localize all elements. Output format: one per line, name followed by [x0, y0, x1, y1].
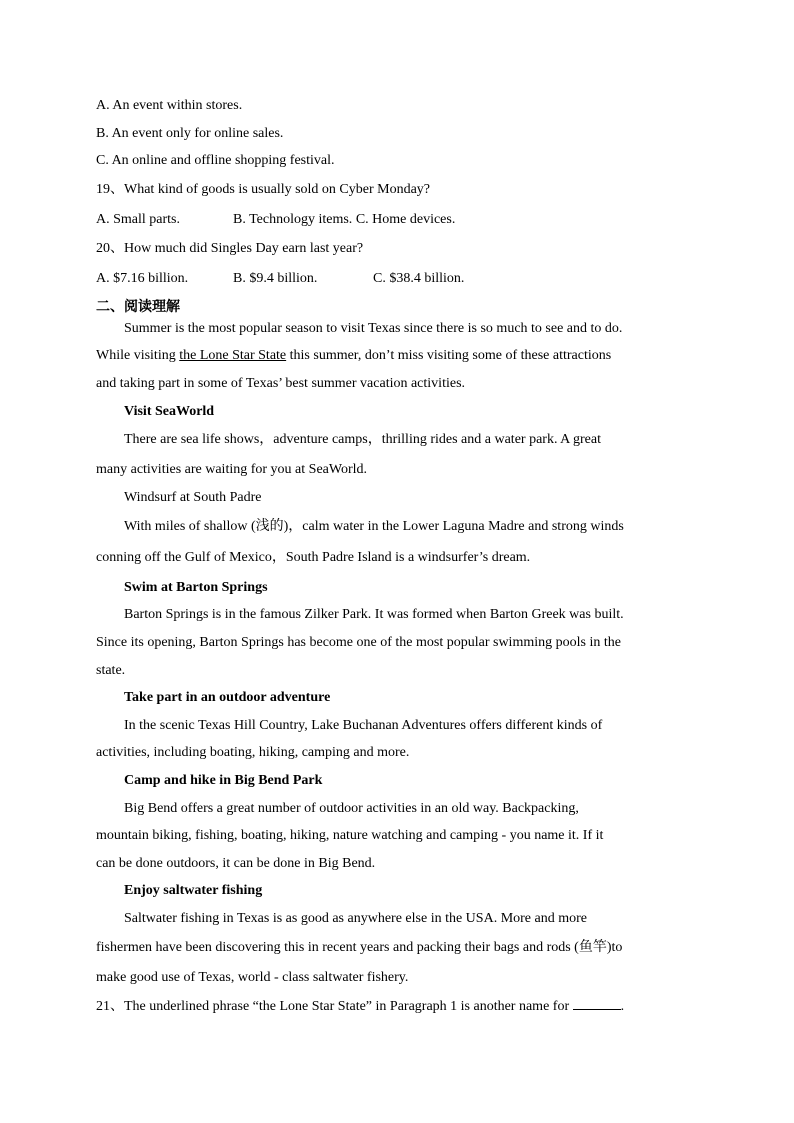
- q20-options: [96, 270, 464, 288]
- seaworld-line-2: many activities are waiting for you at SeaWorld.: [96, 462, 368, 477]
- underlined-phrase: the Lone Star State: [179, 348, 287, 363]
- intro-line-3: and taking part in some of Texas’ best summer vacation activities.: [96, 376, 466, 391]
- q19-option-c: C. Home devices.: [355, 212, 456, 227]
- fishing-line-1: Saltwater fishing in Texas is as good as anywhere else in the USA. More and more: [124, 911, 587, 926]
- barton-line-3: state.: [96, 663, 126, 678]
- section-title-big-bend: Camp and hike in Big Bend Park: [124, 773, 323, 788]
- big-bend-line-1: Big Bend offers a great number of outdoor activities in an old way. Backpacking,: [124, 801, 579, 816]
- seaworld-line-1: There are sea life shows，adventure camps，thrilling rides and a water park. A great: [124, 432, 601, 447]
- q18-option-a: A. An event within stores.: [96, 98, 243, 113]
- section-title-windsurf: Windsurf at South Padre: [124, 490, 262, 505]
- windsurf-line-1: With miles of shallow (浅的)，calm water in the Lower Laguna Madre and strong winds: [124, 519, 624, 534]
- barton-line-1: Barton Springs is in the famous Zilker Park. It was formed when Barton Greek was built.: [124, 607, 624, 622]
- q21-stem: 21、The underlined phrase “the Lone Star State” in Paragraph 1 is another name for .: [96, 999, 625, 1014]
- section-heading-reading: 二、阅读理解: [96, 299, 180, 315]
- intro-line-2: [96, 347, 611, 365]
- q21-stem-text: 21、The underlined phrase “the Lone Star State” in Paragraph 1 is another name for: [96, 999, 570, 1014]
- fishing-line-3: make good use of Texas, world - class saltwater fishery.: [96, 970, 409, 985]
- q18-option-c: C. An online and offline shopping festival.: [96, 153, 335, 168]
- fishing-line-2: fishermen have been discovering this in recent years and packing their bags and rods (鱼竿)to: [96, 940, 623, 955]
- q18-option-b: B. An event only for online sales.: [96, 126, 284, 141]
- section-title-barton: Swim at Barton Springs: [124, 580, 268, 595]
- intro-text: While visiting: [96, 348, 180, 363]
- answer-blank[interactable]: [573, 997, 621, 1010]
- intro-line-1: Summer is the most popular season to visit Texas since there is so much to see and to do.: [124, 321, 623, 336]
- adventure-line-1: In the scenic Texas Hill Country, Lake Buchanan Adventures offers different kinds of: [124, 718, 603, 733]
- q19-stem: 19、What kind of goods is usually sold on Cyber Monday?: [96, 182, 431, 197]
- intro-text: this summer, don’t miss visiting some of these attractions: [286, 348, 612, 363]
- q20-stem: 20、How much did Singles Day earn last year?: [96, 241, 364, 256]
- section-title-fishing: Enjoy saltwater fishing: [124, 883, 263, 898]
- section-title-seaworld: Visit SeaWorld: [124, 404, 215, 419]
- adventure-line-2: activities, including boating, hiking, camping and more.: [96, 745, 410, 760]
- big-bend-line-2: mountain biking, fishing, boating, hiking, nature watching and camping - you name it. If it: [96, 828, 604, 843]
- big-bend-line-3: can be done outdoors, it can be done in Big Bend.: [96, 856, 376, 871]
- windsurf-line-2: conning off the Gulf of Mexico，South Padre Island is a windsurfer’s dream.: [96, 550, 531, 565]
- q20-option-a: A. $7.16 billion.: [96, 271, 189, 286]
- q20-option-b: B. $9.4 billion.: [233, 271, 318, 286]
- q20-option-c: C. $38.4 billion.: [373, 271, 465, 286]
- q19-option-a: A. Small parts.: [96, 212, 180, 227]
- barton-line-2: Since its opening, Barton Springs has become one of the most popular swimming pools in the: [96, 635, 621, 650]
- q19-options: [96, 211, 455, 229]
- section-title-adventure: Take part in an outdoor adventure: [124, 690, 331, 705]
- q19-option-b: B. Technology items.: [233, 212, 353, 227]
